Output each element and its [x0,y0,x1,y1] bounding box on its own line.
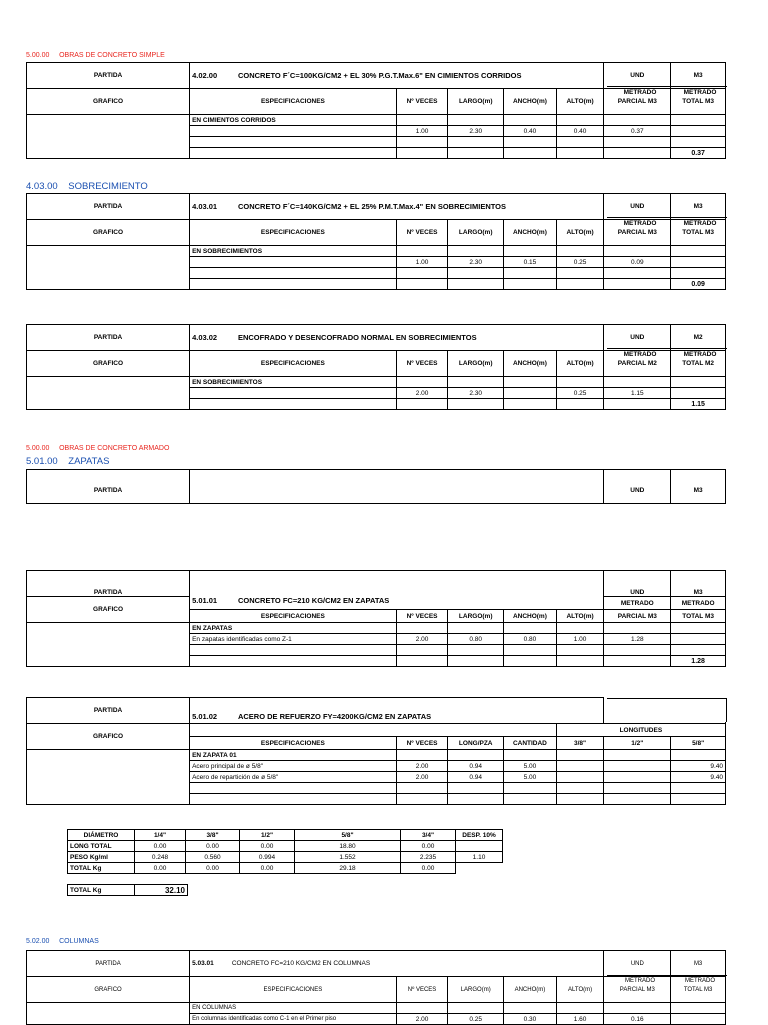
ancho-value: 0.15 [504,257,557,268]
section-code: 5.00.00 [26,445,50,452]
parcial-value: 0.09 [604,257,671,268]
steel-row [68,852,503,863]
partida-title: 5.03.01 CONCRETO FC=210 KG/CM2 EN COLUMNAS [190,951,604,977]
metrado-label: METRADO [623,351,657,358]
ancho-header: ANCHO(m) [504,89,557,115]
nveces-header: Nº VECES [396,89,448,115]
partida-label: PARTIDA [27,698,190,724]
unit-value: M3 [671,951,726,977]
largo-value: 2.30 [448,126,504,137]
parcial-header: PARCIAL M3 [604,977,671,1003]
veces-value: 2.00 [396,634,448,645]
section-header-sobrecimiento [26,181,148,192]
page-break-top [26,469,726,494]
total-value: 1.28 [671,656,726,667]
section-header-columnas [26,938,99,945]
section-title: SOBRECIMIENTO [68,181,148,192]
section-header-concreto-armado [26,445,169,452]
partida-title: 4.02.00 CONCRETO F´C=100KG/CM2 + EL 30% P.G.T.Max.6" EN CIMIENTOS CORRIDOS [190,63,604,89]
cell: 0.248 [135,852,186,863]
section-title: OBRAS DE CONCRETO ARMADO [59,445,170,452]
nveces-header: Nº VECES [396,220,448,246]
total-value: 0.09 [671,279,726,290]
section-title: OBRAS DE CONCRETO SIMPLE [59,52,165,59]
veces-value: 1.00 [396,126,448,137]
especificaciones-header: ESPECIFICACIONES [190,977,397,1003]
metrado-label: METRADO [685,978,715,984]
item-description: En zapatas identificadas como Z-1 [190,634,397,645]
grafico-label: GRAFICO [27,89,190,115]
grafico-label: GRAFICO [27,597,190,623]
section-title: ZAPATAS [68,456,110,467]
cell: 29.18 [295,863,401,874]
grafico-cell [27,750,190,805]
metrado-label: METRADO [671,597,726,610]
d58-header: 5/8" [295,830,401,841]
parcial-value: 0.16 [604,1014,671,1025]
section-header-zapatas [26,456,109,467]
cell: 0.00 [240,841,295,852]
largo-header: LARGO(m) [448,610,504,623]
table-concreto-columnas [26,950,726,1025]
alto-header: ALTO(m) [556,89,604,115]
alto-value: 0.25 [556,388,604,399]
table-resumen-acero [67,829,503,874]
cell [456,841,503,852]
alto-value: 0.40 [556,126,604,137]
partida-title: 4.03.02 ENCOFRADO Y DESENCOFRADO NORMAL EN SOBRECIMIENTOS [190,325,604,351]
grafico-label: GRAFICO [27,724,190,750]
row-label: LONG TOTAL [68,841,135,852]
cell: 1.10 [456,852,503,863]
partida-title: 4.03.01 CONCRETO F´C=140KG/CM2 + EL 25% P.M.T.Max.4" EN SOBRECIMIENTOS [190,194,604,220]
grafico-label: GRAFICO [27,220,190,246]
acero-reparticion: Acero de repartición de ø 5/8" [190,772,397,783]
nveces-header: Nº VECES [396,977,448,1003]
nveces-header: Nº VECES [396,737,448,750]
grafico-cell [27,1003,190,1025]
cell: 0.00 [135,863,186,874]
d58-value: 9.40 [671,761,726,772]
parcial-value: 0.37 [604,126,671,137]
parcial-header: PARCIAL M3 [604,220,671,246]
d38-header: 3/8" [556,737,604,750]
metrado-label: METRADO [683,351,717,358]
ancho-header: ANCHO(m) [504,351,557,377]
total-kg-value: 32.10 [135,885,188,896]
item-label: EN CIMIENTOS CORRIDOS [190,115,397,126]
cantidad-header: CANTIDAD [504,737,557,750]
alto-header: ALTO(m) [556,610,604,623]
unit-value: M3 [671,63,726,89]
unit-value: M3 [671,470,726,504]
desperdicio-header: DESP. 10% [456,830,503,841]
und-label: UND [604,63,671,89]
cell: 0.00 [135,841,186,852]
section-header-concreto-simple [26,52,165,59]
largo-header: LARGO(m) [448,977,504,1003]
unit-value: M3 [671,194,726,220]
section-code: 5.02.00 [26,938,50,945]
partida-label: PARTIDA [27,325,190,351]
total-header: TOTAL M3 [671,610,726,623]
parcial-value: 1.15 [604,388,671,399]
ancho-value: 0.80 [504,634,557,645]
partida-label: PARTIDA [27,194,190,220]
table-encofrado-sobrecimientos [26,324,726,410]
d38-header: 3/8" [186,830,240,841]
grafico-cell [27,246,190,290]
item-label: EN SOBRECIMIENTOS [190,377,397,388]
largo-header: LARGO(m) [448,89,504,115]
item-label: EN ZAPATA 01 [190,750,397,761]
steel-total-box [67,884,188,896]
long-value: 0.94 [448,761,504,772]
table-sobrecimientos-concreto [26,193,726,290]
row-label: TOTAL Kg [68,863,135,874]
especificaciones-header: ESPECIFICACIONES [190,351,397,377]
cell: 0.00 [401,863,456,874]
d58-header: 5/8" [671,737,726,750]
cell: 18.80 [295,841,401,852]
total-value: 0.37 [671,148,726,159]
partida-label: PARTIDA [27,951,190,977]
ancho-value: 0.40 [504,126,557,137]
und-label: UND [604,194,671,220]
cell: 2.235 [401,852,456,863]
partida-label: PARTIDA [27,63,190,89]
especificaciones-header: ESPECIFICACIONES [190,89,397,115]
grafico-cell [27,623,190,667]
parcial-header: PARCIAL M3 [604,89,671,115]
veces-value: 2.00 [396,388,448,399]
table-concreto-zapatas [26,570,726,667]
section-code: 5.01.00 [26,456,58,467]
und-label: UND [604,571,671,597]
parcial-value: 1.28 [604,634,671,645]
metrado-label: METRADO [625,978,655,984]
section-code: 5.00.00 [26,52,50,59]
parcial-header: PARCIAL M2 [604,351,671,377]
diametro-header: DIÁMETRO [68,830,135,841]
cell: 0.00 [186,841,240,852]
d14-header: 1/4" [135,830,186,841]
grafico-label: GRAFICO [27,977,190,1003]
especificaciones-header: ESPECIFICACIONES [190,220,397,246]
grafico-cell [27,377,190,410]
d12-header: 1/2" [240,830,295,841]
total-kg-label: TOTAL Kg [68,885,135,896]
und-label: UND [604,951,671,977]
steel-row [68,841,503,852]
section-title: COLUMNAS [59,938,99,945]
steel-row [68,863,503,874]
cell: 0.560 [186,852,240,863]
unit-value: M2 [671,325,726,351]
item-description: En columnas identificadas como C-1 en el Primer piso [190,1014,397,1025]
alto-header: ALTO(m) [556,977,604,1003]
table-cimientos-corridos [26,62,726,159]
total-header: TOTAL M2 [671,351,726,377]
cantidad-value: 5.00 [504,772,557,783]
alto-value: 1.00 [556,634,604,645]
ancho-header: ANCHO(m) [504,610,557,623]
largo-value: 0.80 [448,634,504,645]
long-value: 0.94 [448,772,504,783]
especificaciones-header: ESPECIFICACIONES [190,610,397,623]
metrado-label: METRADO [683,89,717,96]
d34-header: 3/4" [401,830,456,841]
cell: 0.994 [240,852,295,863]
item-label: EN SOBRECIMIENTOS [190,246,397,257]
partida-title: 5.01.02 ACERO DE REFUERZO FY=4200KG/CM2 EN ZAPATAS [190,698,604,724]
veces-value: 1.00 [396,257,448,268]
grafico-cell [27,115,190,159]
cell: 0.00 [401,841,456,852]
unit-value: M3 [671,571,726,597]
largo-value: 2.30 [448,388,504,399]
total-value: 1.15 [671,399,726,410]
metrado-label: METRADO [683,220,717,227]
alto-header: ALTO(m) [556,220,604,246]
cell: 1.552 [295,852,401,863]
total-header: TOTAL M3 [671,977,726,1003]
veces-value: 2.00 [396,1014,448,1025]
long-pza-header: LONG/PZA [448,737,504,750]
d58-value: 9.40 [671,772,726,783]
alto-value: 0.25 [556,257,604,268]
grafico-label: GRAFICO [27,351,190,377]
cell: 0.00 [240,863,295,874]
veces-value: 2.00 [396,761,448,772]
ancho-value: 0.30 [504,1014,557,1025]
row-label: PESO Kg/ml [68,852,135,863]
alto-value: 1.60 [556,1014,604,1025]
alto-header: ALTO(m) [556,351,604,377]
table-zapatas-top-fragment [26,469,726,504]
partida-label: PARTIDA [27,571,190,597]
item-label: EN ZAPATAS [190,623,397,634]
parcial-header: PARCIAL M3 [604,610,671,623]
section-code: 4.03.00 [26,181,58,192]
longitudes-header: LONGITUDES [556,724,725,737]
und-label: UND [604,325,671,351]
largo-header: LARGO(m) [448,351,504,377]
ancho-header: ANCHO(m) [504,220,557,246]
nveces-header: Nº VECES [396,351,448,377]
acero-principal: Acero principal de ø 5/8" [190,761,397,772]
metrado-label: METRADO [623,89,657,96]
veces-value: 2.00 [396,772,448,783]
steel-header-row [68,830,503,841]
d12-header: 1/2" [604,737,671,750]
partida-label: PARTIDA [27,470,190,504]
und-label: UND [604,470,671,504]
ancho-header: ANCHO(m) [504,977,557,1003]
largo-header: LARGO(m) [448,220,504,246]
metrado-label: METRADO [623,220,657,227]
partida-title: 5.01.01 CONCRETO FC=210 KG/CM2 EN ZAPATAS [190,571,604,610]
largo-value: 2.30 [448,257,504,268]
cantidad-value: 5.00 [504,761,557,772]
cell: 0.00 [186,863,240,874]
total-header: TOTAL M3 [671,220,726,246]
nveces-header: Nº VECES [396,610,448,623]
largo-value: 0.25 [448,1014,504,1025]
item-label: EN COLUMNAS [190,1003,397,1014]
metrado-label: METRADO [604,597,671,610]
acero-header-blank [607,698,727,722]
page-break-bottom [26,583,726,683]
especificaciones-header: ESPECIFICACIONES [190,737,397,750]
total-header: TOTAL M3 [671,89,726,115]
